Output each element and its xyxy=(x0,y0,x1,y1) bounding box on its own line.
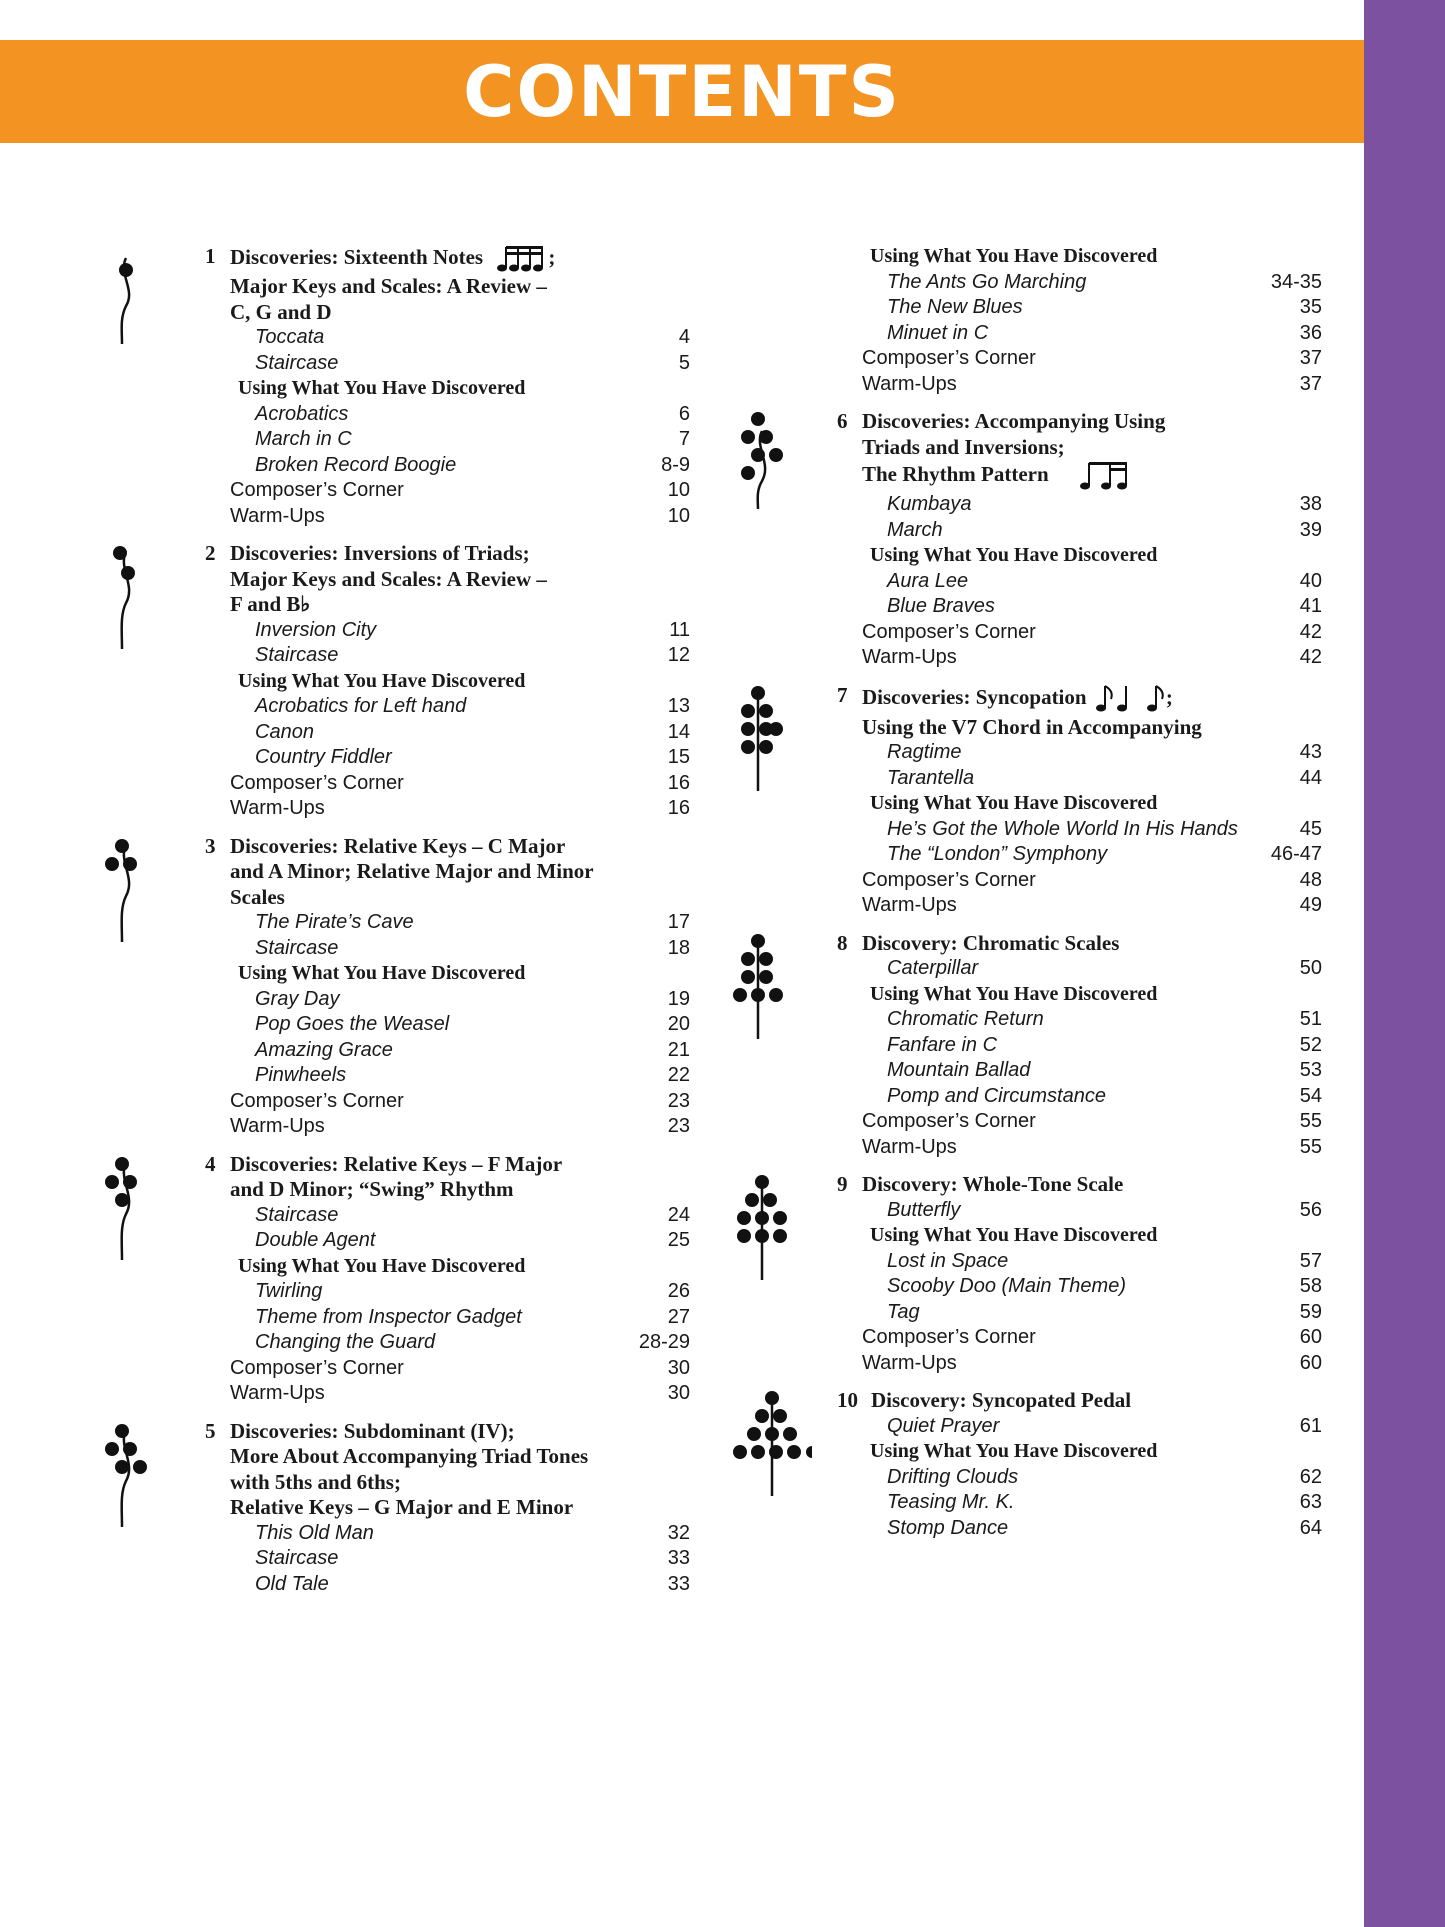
unit-title-line: Discoveries: Sixteenth Notes xyxy=(230,244,484,269)
toc-entry[interactable]: Butterfly 56 xyxy=(887,1198,1322,1221)
toc-entry[interactable]: Composer’s Corner 16 xyxy=(230,771,690,794)
section-subheading: Using What You Have Discovered xyxy=(870,245,1158,267)
unit-title-line: Discoveries: Accompanying Using xyxy=(862,409,1166,433)
toc-entry[interactable]: Old Tale 33 xyxy=(255,1572,690,1595)
unit-title-line: Discoveries: Relative Keys – C Major xyxy=(230,833,566,858)
unit-title-line: Scales xyxy=(230,884,285,909)
toc-entry[interactable]: Staircase 18 xyxy=(255,936,690,959)
toc-entry[interactable]: Mountain Ballad 53 xyxy=(887,1059,1322,1081)
unit-title-line: Triads and Inversions; xyxy=(862,434,1065,459)
toc-entry[interactable]: Broken Record Boogie 8-9 xyxy=(255,453,690,476)
section-subheading: Using What You Have Discovered xyxy=(870,1440,1158,1462)
toc-entry[interactable]: Twirling 26 xyxy=(255,1280,690,1302)
toc-entry[interactable]: Toccata 4 xyxy=(255,326,690,348)
unit-title-line: Discoveries: Syncopation xyxy=(862,684,1087,709)
unit-title-line: Discovery: Syncopated Pedal xyxy=(871,1388,1132,1412)
tree-icon-3 xyxy=(100,836,180,946)
tree-icon-2 xyxy=(100,543,180,653)
toc-entry[interactable]: Theme from Inspector Gadget 27 xyxy=(255,1305,690,1328)
unit-number: 8 xyxy=(837,930,848,955)
toc-entry[interactable]: Composer’s Corner 30 xyxy=(230,1356,690,1379)
toc-entry[interactable]: Warm-Ups 10 xyxy=(230,504,690,527)
unit-title-line: and D Minor; “Swing” Rhythm xyxy=(230,1177,514,1201)
tree-icon-10 xyxy=(732,1390,812,1500)
unit-2 xyxy=(100,541,690,822)
toc-entry[interactable]: Gray Day 19 xyxy=(255,987,690,1010)
unit-title-line: Discoveries: Inversions of Triads; xyxy=(230,541,530,565)
unit-1 xyxy=(100,244,690,529)
toc-entry[interactable]: Aura Lee 40 xyxy=(887,569,1322,592)
toc-entry[interactable]: Stomp Dance 64 xyxy=(887,1516,1322,1539)
unit-number: 9 xyxy=(837,1172,848,1196)
tree-icon-6 xyxy=(732,411,812,511)
side-accent-bar xyxy=(1364,0,1445,1927)
toc-entry[interactable]: The Ants Go Marching 34-35 xyxy=(887,270,1322,293)
unit-title-line: Relative Keys – G Major and E Minor xyxy=(230,1495,574,1519)
toc-entry[interactable]: Composer’s Corner 60 xyxy=(862,1326,1322,1348)
unit-5 xyxy=(100,1419,690,1598)
toc-entry[interactable]: Double Agent 25 xyxy=(255,1229,690,1251)
toc-entry[interactable]: Canon 14 xyxy=(255,720,690,743)
section-subheading: Using What You Have Discovered xyxy=(238,1254,526,1277)
toc-entry[interactable]: Composer’s Corner 37 xyxy=(862,347,1322,369)
toc-entry[interactable]: Acrobatics for Left hand 13 xyxy=(255,695,690,717)
section-subheading: Using What You Have Discovered xyxy=(870,982,1158,1005)
toc-entry[interactable]: He’s Got the Whole World In His Hands 45 xyxy=(887,817,1322,840)
toc-entry[interactable]: March in C 7 xyxy=(255,428,690,450)
unit-title-line: Discovery: Whole-Tone Scale xyxy=(862,1172,1124,1196)
unit-number: 6 xyxy=(837,409,848,433)
unit-title-line: F and B♭ xyxy=(230,592,311,616)
toc-entry[interactable]: Country Fiddler 15 xyxy=(255,746,690,768)
toc-entry[interactable]: Lost in Space 57 xyxy=(887,1249,1322,1272)
toc-entry[interactable]: The “London” Symphony 46-47 xyxy=(887,843,1322,865)
section-subheading: Using What You Have Discovered xyxy=(238,669,526,692)
toc-entry[interactable]: Quiet Prayer 61 xyxy=(887,1414,1322,1437)
toc-entry[interactable]: March 39 xyxy=(887,518,1322,541)
toc-entry[interactable]: Amazing Grace 21 xyxy=(255,1038,690,1061)
unit-title-line: Discoveries: Subdominant (IV); xyxy=(230,1418,515,1443)
unit-title-line: Using the V7 Chord in Accompanying xyxy=(862,714,1202,739)
title-suffix: ; xyxy=(548,244,556,269)
unit-10 xyxy=(732,1388,1322,1541)
unit-number: 4 xyxy=(205,1151,216,1176)
unit-8 xyxy=(732,931,1322,1161)
section-subheading: Using What You Have Discovered xyxy=(870,1224,1158,1246)
unit-title-line: The Rhythm Pattern xyxy=(862,461,1049,486)
toc-entry[interactable]: Chromatic Return 51 xyxy=(887,1008,1322,1030)
toc-entry[interactable]: Composer’s Corner 23 xyxy=(230,1089,690,1112)
toc-entry[interactable]: Caterpillar 50 xyxy=(887,957,1322,979)
section-subheading: Using What You Have Discovered xyxy=(238,962,526,984)
toc-entry[interactable]: The New Blues 35 xyxy=(887,296,1322,318)
unit-title-line: Major Keys and Scales: A Review – xyxy=(230,274,547,298)
contents-right-column xyxy=(732,244,1322,1553)
toc-entry[interactable]: Warm-Ups 49 xyxy=(862,894,1322,916)
toc-entry[interactable]: Staircase 33 xyxy=(255,1547,690,1569)
unit-5-continued xyxy=(732,244,1322,397)
toc-entry[interactable]: Composer’s Corner 10 xyxy=(230,479,690,501)
toc-entry[interactable]: Warm-Ups 23 xyxy=(230,1115,690,1137)
toc-entry[interactable]: Composer’s Corner 42 xyxy=(862,620,1322,643)
unit-title-line: and A Minor; Relative Major and Minor xyxy=(230,859,594,883)
toc-entry[interactable]: Kumbaya 38 xyxy=(887,493,1322,515)
toc-entry[interactable]: Composer’s Corner 55 xyxy=(862,1110,1322,1132)
toc-entry[interactable]: Inversion City 11 xyxy=(255,618,690,641)
toc-entry[interactable]: Staircase 24 xyxy=(255,1203,690,1226)
unit-number: 1 xyxy=(205,244,216,268)
toc-entry[interactable]: Warm-Ups 16 xyxy=(230,797,690,819)
tree-icon-9 xyxy=(732,1174,812,1284)
toc-entry[interactable]: Staircase 5 xyxy=(255,351,690,374)
toc-entry[interactable]: Staircase 12 xyxy=(255,644,690,666)
unit-title-line: C, G and D xyxy=(230,299,332,324)
toc-entry[interactable]: Tag 59 xyxy=(887,1300,1322,1323)
title-banner xyxy=(0,40,1364,143)
toc-entry[interactable]: Teasing Mr. K. 63 xyxy=(887,1491,1322,1513)
sixteenth-notes-icon xyxy=(494,244,548,274)
tree-icon-1 xyxy=(100,246,180,346)
unit-number: 7 xyxy=(837,682,848,707)
toc-entry[interactable]: Warm-Ups 42 xyxy=(862,646,1322,668)
unit-9 xyxy=(732,1172,1322,1376)
unit-number: 3 xyxy=(205,833,216,858)
unit-number: 2 xyxy=(205,541,216,565)
title-suffix: ; xyxy=(1165,684,1173,709)
toc-entry[interactable]: Ragtime 43 xyxy=(887,741,1322,763)
unit-title-line: Discoveries: Relative Keys – F Major xyxy=(230,1151,563,1176)
toc-entry[interactable]: Minuet in C 36 xyxy=(887,321,1322,344)
section-subheading: Using What You Have Discovered xyxy=(870,544,1158,566)
toc-entry[interactable]: The Pirate’s Cave 17 xyxy=(255,911,690,933)
unit-title-line: Major Keys and Scales: A Review – xyxy=(230,566,547,591)
toc-entry[interactable]: Composer’s Corner 48 xyxy=(862,868,1322,891)
toc-entry[interactable]: Pop Goes the Weasel 20 xyxy=(255,1013,690,1035)
unit-7 xyxy=(732,683,1322,919)
tree-icon-4 xyxy=(100,1154,180,1264)
tree-icon-7 xyxy=(732,685,812,795)
toc-entry[interactable]: Warm-Ups 30 xyxy=(230,1382,690,1404)
syncopation-notes-icon xyxy=(1094,683,1166,715)
section-subheading: Using What You Have Discovered xyxy=(238,377,526,399)
toc-entry[interactable]: Fanfare in C 52 xyxy=(887,1033,1322,1056)
toc-entry[interactable]: Drifting Clouds 62 xyxy=(887,1465,1322,1488)
unit-title-line: More About Accompanying Triad Tones xyxy=(230,1444,589,1468)
unit-6 xyxy=(732,409,1322,671)
page-title: CONTENTS xyxy=(463,50,901,133)
section-subheading: Using What You Have Discovered xyxy=(870,792,1158,814)
toc-entry[interactable]: Warm-Ups 60 xyxy=(862,1351,1322,1374)
unit-number: 10 xyxy=(837,1388,858,1412)
unit-number: 5 xyxy=(205,1418,216,1443)
rhythm-pattern-icon xyxy=(1078,460,1134,492)
unit-3 xyxy=(100,834,690,1140)
toc-entry[interactable]: Warm-Ups 37 xyxy=(862,372,1322,395)
toc-entry[interactable]: Changing the Guard 28-29 xyxy=(255,1331,690,1353)
unit-title-line: Discovery: Chromatic Scales xyxy=(862,930,1120,955)
toc-entry[interactable]: Pomp and Circumstance 54 xyxy=(887,1084,1322,1107)
tree-icon-8 xyxy=(732,933,812,1043)
toc-entry[interactable]: This Old Man 32 xyxy=(255,1521,690,1544)
toc-entry[interactable]: Acrobatics 6 xyxy=(255,402,690,425)
toc-entry[interactable]: Pinwheels 22 xyxy=(255,1064,690,1086)
toc-entry[interactable]: Blue Braves 41 xyxy=(887,595,1322,617)
toc-entry[interactable]: Warm-Ups 55 xyxy=(862,1135,1322,1158)
tree-icon-5 xyxy=(100,1421,180,1531)
unit-4 xyxy=(100,1152,690,1407)
toc-entry[interactable]: Scooby Doo (Main Theme) 58 xyxy=(887,1275,1322,1297)
toc-entry[interactable]: Tarantella 44 xyxy=(887,766,1322,789)
contents-left-column xyxy=(100,244,690,1609)
unit-title-line: with 5ths and 6ths; xyxy=(230,1469,401,1494)
